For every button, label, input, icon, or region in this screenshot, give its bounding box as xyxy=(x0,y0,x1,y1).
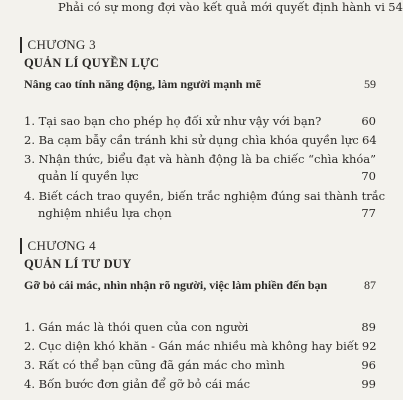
toc-entry-page: 99 xyxy=(361,377,376,391)
toc-entry xyxy=(24,0,403,14)
toc-entry-text: Phải có sự mong đợi vào kết quả mới quyết định hành vi xyxy=(58,0,385,14)
toc-entry-page: 96 xyxy=(361,358,376,372)
toc-entry-page: 70 xyxy=(361,169,376,183)
chapter-4-title: QUẢN LÍ TƯ DUY xyxy=(24,257,132,271)
chapter-4-subtitle: Gỡ bỏ cái mác, nhìn nhận rõ người, việc làm phiền đến bạn 87 xyxy=(24,278,376,292)
chapter-marker xyxy=(20,238,22,254)
toc-entry-text: quản lí quyền lực xyxy=(38,169,139,183)
toc-entry xyxy=(24,152,376,166)
toc-entry-text: 2. Ba cạm bẫy cần tránh khi sử dụng chìa khóa quyền lực xyxy=(24,133,359,147)
toc-entry-page: 54 xyxy=(388,0,403,14)
chapter-4-label: CHƯƠNG 4 xyxy=(20,238,96,254)
toc-entry xyxy=(24,206,376,220)
toc-entry xyxy=(24,320,376,334)
toc-entry-text: 3. Nhận thức, biểu đạt và hành động là ba chiếc “chìa khóa” xyxy=(24,152,377,166)
toc-entry-text: 4. Biết cách trao quyền, biến trắc nghiệm đúng sai thành trắc xyxy=(24,189,386,203)
toc-entry-page: 60 xyxy=(361,114,376,128)
chapter-marker xyxy=(20,37,22,53)
toc-entry xyxy=(24,339,376,353)
toc-entry-text: 1. Tại sao bạn cho phép họ đối xử như vậy với bạn? xyxy=(24,114,322,128)
toc-entry-text: 1. Gán mác là thói quen của con người xyxy=(24,320,249,334)
toc-entry-page: 92 xyxy=(361,339,377,353)
toc-entry xyxy=(24,358,376,372)
chapter-3-title: QUẢN LÍ QUYỀN LỰC xyxy=(24,56,160,70)
toc-entry-text: 4. Bốn bước đơn giản để gỡ bỏ cái mác xyxy=(24,377,251,391)
toc-entry-text: 2. Cục diện khó khăn - Gán mác nhiều mà không hay biết xyxy=(24,339,359,353)
toc-entry xyxy=(24,377,376,391)
toc-entry-text: 3. Rất có thể bạn cũng đã gán mác cho mình xyxy=(24,358,285,372)
toc-entry-page: 64 xyxy=(362,133,377,147)
toc-entry xyxy=(24,169,376,183)
toc-entry xyxy=(24,189,386,203)
toc-entry xyxy=(24,133,376,147)
chapter-3-subtitle: Nâng cao tính năng động, làm người mạnh mẽ 59 xyxy=(24,77,376,91)
toc-entry-page: 89 xyxy=(361,320,376,334)
chapter-3-label: CHƯƠNG 3 xyxy=(20,37,96,53)
toc-entry-text: nghiệm nhiều lựa chọn xyxy=(38,206,172,220)
toc-entry-page: 77 xyxy=(361,206,376,220)
toc-entry xyxy=(24,114,376,128)
